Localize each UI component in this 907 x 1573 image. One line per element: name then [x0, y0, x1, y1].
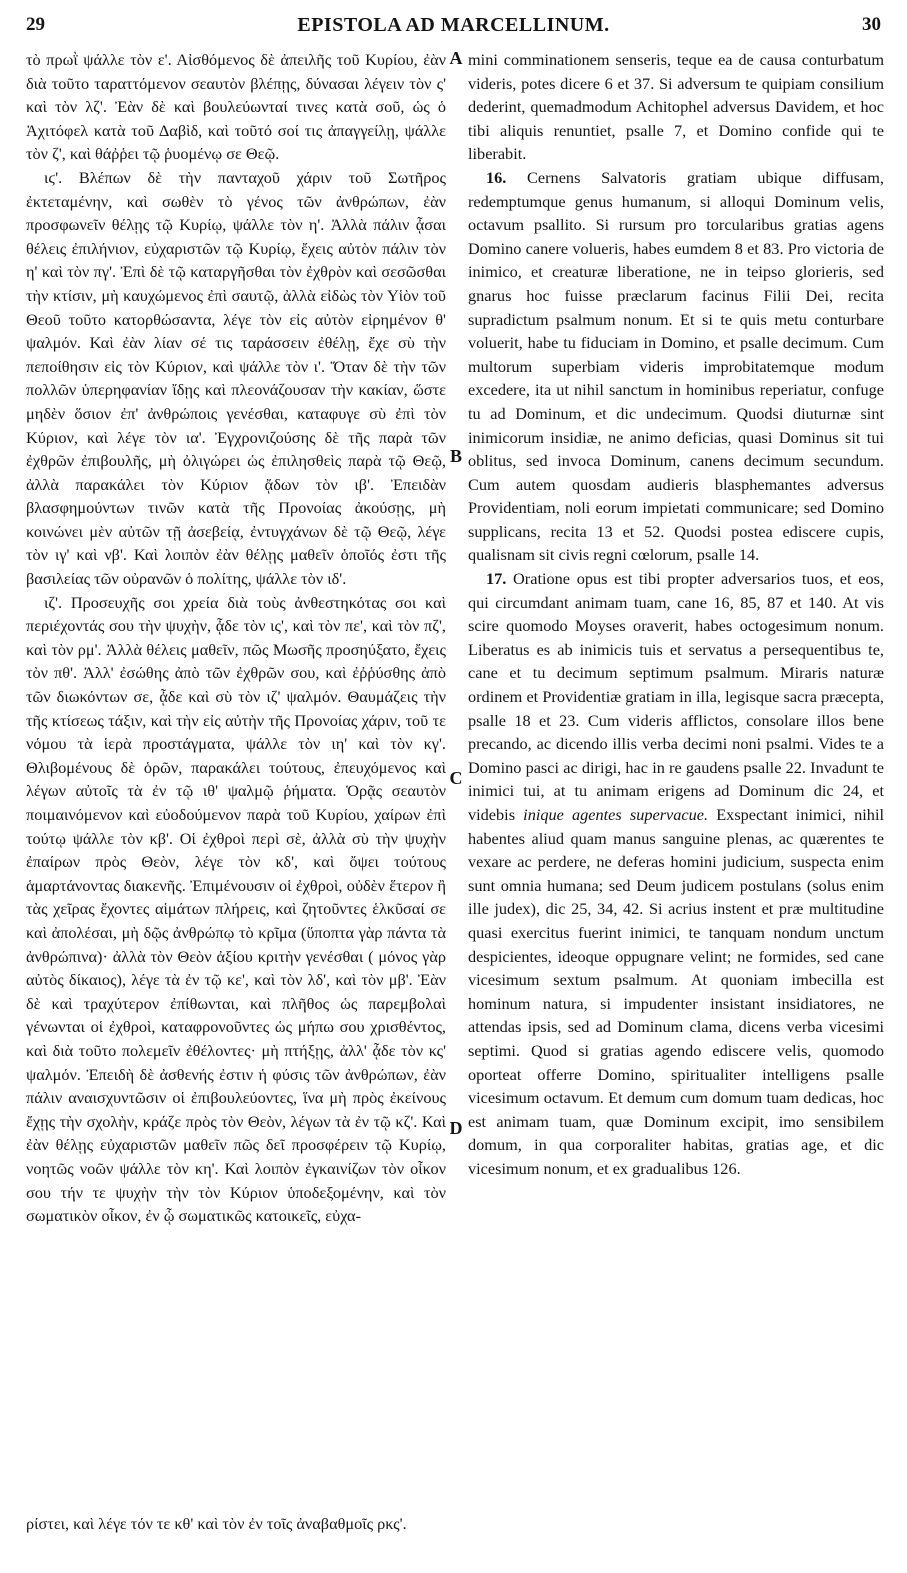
margin-marker-b: B: [449, 446, 462, 466]
greek-column: [26, 48, 446, 1228]
running-title: EPISTOLA AD MARCELLINUM.: [297, 14, 610, 36]
latin-section-17: [468, 567, 884, 1180]
latin-paragraph: mini comminationem senseris, teque ea de causa conturbatum videris, potes dicere 6 et 37. Si adversum te quipiam consilium dederint, quemadmodum Achitophel adversus Davidem, et hoc tibi aliquis renuntiet, psalle 7, et Domino confide qui te liberabit.: [468, 50, 884, 164]
greek-section-16: ιϛ'. Βλέπων δὲ τὴν πανταχοῦ χάριν τοῦ Σωτῆρος ἐκτεταμένην, καὶ σωθὲν τὸ γένος τῶν ἀνθρώπων, ἐὰν προσφωνεῖν θέλῃς τῷ Κυρίῳ, ψάλλε τὸν η'. Ἀλλὰ πάλιν ᾆσαι θέλεις ἐπιλήνιον, εὐχαριστῶν τῷ Κυρίῳ, ἔχεις αὐτὸν πάλιν τὸν η' καὶ τὸν πγ'. Ἐπὶ δὲ τῷ καταργῆσθαι τὸν ἐχθρὸν καὶ σεσῶσθαι τὴν κτίσιν, μὴ καυχώμενος ἐπὶ σαυτῷ, ἀλλὰ εἰδὼς τὸν Υἱὸν τοῦ Θεοῦ τοῦτο κατορθώσαντα, λέγε τὸν εἰς αὐτὸν εἰρημένον θ' ψαλμόν. Καὶ ἐὰν λίαν σέ τις ταράσσειν ἐθέλῃ, ἔχε σὺ τὴν πεποίθησιν εἰς τὸν Κύριον, καὶ ψάλλε τὸν ι'. Ὅταν δὲ τὴν τῶν πολλῶν ὑπερηφανίαν ἴδῃς καὶ πλεονάζουσαν τὴν κακίαν, ὥστε μηδὲν ὅσιον ἐπ' ἀνθρώποις γενέσθαι, καταφυγε σὺ ἐπὶ τὸν Κύριον, καὶ λέγε τὸν ια'. Ἐγχρονιζούσης δὲ τῆς παρὰ τῶν ἐχθρῶν ἐπιβουλῆς, μὴ ὀλιγώρει ὡς ἐπιλησθεὶς παρὰ τῷ Θεῷ, ἀλλὰ παρακάλει τὸν Κύριον ᾄδων τὸν ιβ'. Ἐπειδὰν βλασφημούντων τινῶν κατὰ τῆς Προνοίας ἀκούσῃς, μὴ κοινώνει μὲν αὐτῶν τῇ ἀσεβείᾳ, ἐντυγχάνων δὲ τῷ Θεῷ, λέγε τὸν ιγ' καὶ νβ'. Καὶ λοιπὸν ἐὰν θέλῃς μαθεῖν ὁποῖός ἐστι τῆς βασιλείας τῶν οὐρανῶν ὁ πολίτης, ψάλλε τὸν ιδ'.: [26, 167, 446, 589]
margin-marker-d: D: [449, 1118, 463, 1138]
greek-section-17: ιζ'. Προσευχῆς σοι χρεία διὰ τοὺς ἀνθεστηκότας σοι καὶ περιέχοντάς σου τὴν ψυχὴν, ᾆδε τὸν ις', καὶ τὸν πε', καὶ τὸν πζ', καὶ τὸν ρμ'. Ἀλλὰ θέλεις μαθεῖν, πῶς Μωσῆς προσηύξατο, ἔχεις τὸν πθ'. Ἀλλ' ἐσώθης ἀπὸ τῶν ἐχθρῶν σου, καὶ ἐῤῥύσθης ἀπὸ τῶν διωκόντων σε, ᾆδε καὶ σὺ τὸν ιζ' ψαλμόν. Θαυμάζεις τὴν τῆς κτίσεως τάξιν, καὶ τὴν εἰς αὐτὴν τῆς Προνοίας χάριν, τοῦ τε νόμου τὰ ἱερὰ προστάγματα, ψάλλε τὸν ιη' καὶ τὸν κγ'. Θλιβομένους δὲ ὁρῶν, παρακάλει τούτους, ἐπευχόμενος καὶ λέγων αὐτοῖς τὰ ἐν τῷ ιθ' ψαλμῷ ῥήματα. Ὁρᾷς σεαυτὸν ποιμαινόμενον καὶ εὐοδούμενον παρὰ τοῦ Κυρίου, χαίρων ἐπὶ τούτῳ ψάλλε τὸν κβ'. Οἱ ἐχθροὶ περὶ σὲ, ἀλλὰ σὺ τὴν ψυχὴν ἐπαίρων πρὸς Θεὸν, λέγε τὸν κδ', καὶ ὄψει τούτους ἁμαρτάνοντας διακενῆς. Ἐπιμένουσιν οἱ ἐχθροὶ, οὐδὲν ἕτερον ἢ τὰς χεῖρας ἔχοντες αἱμάτων πλήρεις, καὶ ζητοῦντες ἑλκῦσαί σε καὶ ἀπολέσαι, μὴ δῷς ἀνθρώπῳ τὸ κρῖμα (ὕποπτα γὰρ πάντα τὰ ἀνθρώπινα)· ἀλλὰ τὸν Θεὸν ἀξίου κριτὴν γενέσθαι ( μόνος γὰρ αὐτὸς δίκαιος), λέγε τὰ ἐν τῷ κε', καὶ τὸν λδ', καὶ τὸν μβ'. Ἐὰν δὲ καὶ τραχύτερον ἐπίθωνται, καὶ πλῆθος ὡς παρεμβολαὶ γένωνται οἱ ἐχθροὶ, καταφρονοῦντες ὡς μήπω σου χρισθέντος, καὶ διὰ τοῦτο πολεμεῖν ἐθέλοντες· μὴ πτήξῃς, ἀλλ' ᾆδε τὸν κς' ψαλμόν. Ἐπειδὴ δὲ ἀσθενής ἐστιν ἡ φύσις τῶν ἀνθρώπων, ἐὰν πάλιν αναισχυντῶσιν οἱ ἐπιβουλεύοντες, ἵνα μὴ πρὸς ἐκείνους ἔχῃς τὴν σχολὴν, κράζε πρὸς τὸν Θεὸν, λέγων τὰ ἐν τῷ κζ'. Καὶ ἐὰν θέλῃς εὐχαριστῶν μαθεῖν πῶς δεῖ προσφέρειν τῷ Κυρίῳ, νοητῶς νοῶν ψάλλε τὸν κη'. Καὶ λοιπὸν ἐγκαινίζων τὸν οἶκον σου τήν τε ψυχὴν τὴν τὸν Κύριον ὑποδεξομένην, καὶ τὸν σωματικὸν οἶκον, ἐν ᾧ σωματικῶς κατοικεῖς, εὐχα-: [26, 592, 446, 1226]
greek-final-line: ρίστει, καὶ λέγε τόν τε κθ' καὶ τὸν ἐν τοῖς ἀναβαθμοῖς ρκς'.: [26, 1514, 407, 1533]
section-text: Oratione opus est tibi propter adversarios tuos, et eos, qui circumdant animam tuam, cane 16, 85, 87 et 140. At vis scire quomodo Moyses oraverit, habes octogesimum nonum. Liberatus es ab inimicis tuis et servatus a persequentibus te, cane et tu decimum septimum psalmum. Miraris naturæ ordinem et Providentiæ gratiam in illa, legisque sacra præcepta, psalle 18 et 23. Cum videris afflictos, consolare illos bene precando, ac dicendo illis verba decimi noni psalmi. Vides te a Domino pasci ac dirigi, hac in re gaudens psalle 22. Invadunt te inimici tui, at tu animam erigens ad Dominum dic 24, et videbis: [468, 569, 884, 824]
latin-section-16: [468, 166, 884, 567]
section-number: 17.: [486, 569, 507, 589]
italic-quotation: inique agentes supervacue.: [523, 805, 709, 824]
margin-marker-a: A: [449, 48, 463, 68]
page-number-right: 30: [862, 14, 881, 35]
margin-marker-c: C: [449, 768, 463, 788]
section-number: 16.: [486, 167, 507, 187]
greek-paragraph: τὸ πρωῒ ψάλλε τὸν ε'. Αἰσθόμενος δὲ ἀπειλῆς τοῦ Κυρίου, ἐὰν διὰ τοῦτο ταραττόμενον σεαυτὸν βλέπῃς, δύνασαι λέγειν τὸν ς' καὶ τὸν λζ'. Ἐὰν δὲ καὶ βουλεύωνταί τινες κατὰ σοῦ, ὡς ὁ Ἀχιτόφελ κατὰ τοῦ Δαβὶδ, καὶ τοῦτό σοί τις ἀπαγγείλῃ, ψάλλε τὸν ζ', καὶ θάῤῥει τῷ ῥυομένῳ σε Θεῷ.: [26, 50, 446, 164]
running-header: [26, 14, 881, 42]
page-number-left: 29: [26, 14, 45, 35]
latin-column: [468, 48, 884, 1181]
section-text: Exspectant inimici, nihil habentes aliud quam manus sanguine plenas, ac quærentes te vexare ac perdere, ne deferas homini judicium, suspecta enim sunt omnia humana; sed Deum judicem postulans (solus enim ille judex), dic 25, 34, 42. Si acrius instent et præ multitudine quasi exercitus fuerint inimici, te tanquam nondum unctum despicientes, ideoque oppugnare velint; ne formides, sed cane vicesimum sextum psalmum. At quoniam imbecilla est hominum natura, si impudenter insistant insidiatores, ne attendas ipsis, sed ad Dominum clama, dicens verba vicesimi septimi. Quod si gratias agendo ediscere velis, quomodo oporteat offerre Domino, spiritualiter intelligens psalle vicesimum octavum. Et demum cum domum tuam dedicas, hoc est animam tuam, quæ Dominum excipit, imo sensibilem domum, in qua corporaliter habitas, gratias age, et dic vicesimum nonum, et ex gradualibus 126.: [468, 805, 884, 1178]
section-text: Cernens Salvatoris gratiam ubique diffusam, redemptumque genus humanum, si alloqui Dominum velis, octavum psallito. Si rursum pro torcularibus gratias agens Domino canere volueris, habes eumdem 8 et 83. Pro victoria de inimico, et creaturæ liberatione, ne in teipso glorieris, sed gnarus hoc fuisse præclarum facinus Filii Dei, recita supradictum psalmum nonum. Et si te quis metu conturbare voluerit, habe tu fiduciam in Domino, et psalle decimum. Cum multorum superbiam videris improbitatemque modum excedere, ita ut nihil sanctum in hominibus reperiatur, confuge tu ad Dominum, et dic undecimum. Quodsi diuturnæ sint inimicorum insidiæ, ne animo deficias, quasi Dominus sit tui oblitus, sed invoca Dominum, canens decimum secundum. Cum autem quosdam audieris blasphemantes adversus Providentiam, noli eorum impietati communicare; sed Domino supplicans, recita 13 et 52. Quodsi postea ediscere cupis, qualisnam sit civis regni cœlorum, psalle 14.: [468, 167, 884, 565]
